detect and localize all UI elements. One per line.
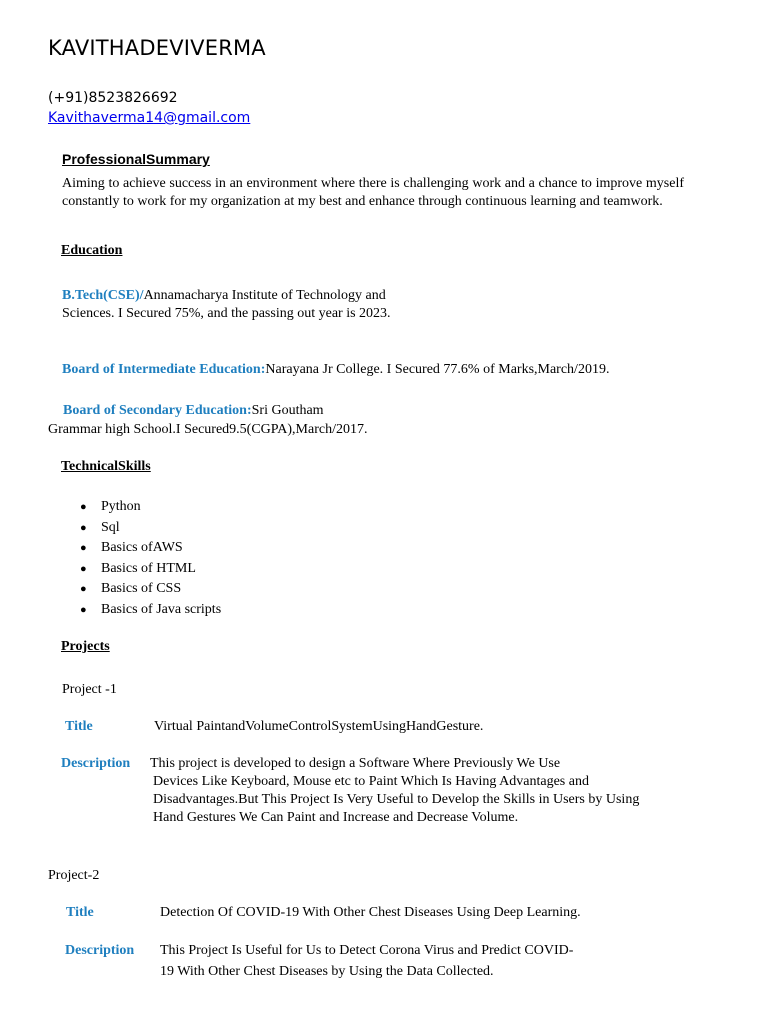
education-secondary [63,402,324,420]
skill-label: Basics of HTML [101,560,196,576]
intermediate-label: Board of Intermediate Education: [62,362,266,377]
project2-title-label: Title [66,905,94,920]
intermediate-text: Narayana Jr College. I Secured 77.6% of Marks,March/2019. [265,362,610,377]
summary-text: Aiming to achieve success in an environment where there is challenging work and a chance to improve myself constantly to work for my organization at my best and enhance through continuous learning and teamwork. [62,176,684,209]
skill-label: Basics of CSS [101,581,182,597]
education-heading: Education [61,243,123,258]
phone-number: (+91)8523826692 [48,90,178,106]
project1-title-label: Title [65,719,93,734]
list-item [80,580,221,601]
secondary-text-line1: Sri Goutham [251,403,324,418]
project1-number: Project -1 [62,682,117,697]
bullet-icon: ● [80,521,87,534]
education-intermediate [62,361,609,379]
skill-label: Sql [101,519,120,535]
bullet-icon: ● [80,603,87,616]
candidate-name: KAVITHADEVIVERMA [48,36,266,60]
project2-desc-line1: This Project Is Useful for Us to Detect Corona Virus and Predict COVID- [160,943,574,958]
email-link[interactable]: Kavithaverma14@gmail.com [48,110,251,126]
project2-title: Detection Of COVID-19 With Other Chest Diseases Using Deep Learning. [160,905,581,920]
skills-list [80,498,221,622]
project1-desc-label: Description [61,756,131,771]
education-btech [62,287,397,323]
secondary-text-line2: Grammar high School.I Secured9.5(CGPA),March/2017. [48,422,368,437]
skills-heading: TechnicalSkills [61,459,151,474]
project1-desc-line1: This project is developed to design a Software Where Previously We Use [150,756,561,771]
list-item [80,560,221,581]
list-item [80,601,221,622]
bullet-icon: ● [80,501,87,513]
list-item [80,539,221,560]
projects-heading: Projects [61,639,110,654]
btech-text: Annamacharya Institute of Technology and Sciences. I Secured 75%, and the passing out year is 2023. [62,288,391,321]
project1-title: Virtual PaintandVolumeControlSystemUsingHandGesture. [154,719,484,734]
project2-number: Project-2 [48,868,100,883]
project2-desc-label: Description [65,943,135,958]
summary-heading: ProfessionalSummary [62,151,210,167]
skill-label: Python [101,499,141,514]
project1-desc-rest: Devices Like Keyboard, Mouse etc to Paint Which Is Having Advantages and Disadvantages.But This Project Is Very Useful to Develop the Skills in Users by Using Hand Gestures We Can Paint and Increase and Decrease Volume. [153,774,640,825]
secondary-label: Board of Secondary Education: [63,403,252,418]
skill-label: Basics of Java scripts [101,601,222,617]
bullet-icon: ● [80,583,87,596]
list-item [80,519,221,540]
project2-desc-line2: 19 With Other Chest Diseases by Using the Data Collected. [160,964,494,979]
skill-label: Basics ofAWS [101,540,183,556]
btech-label: B.Tech(CSE)/ [62,288,144,303]
bullet-icon: ● [80,562,87,575]
bullet-icon: ● [80,542,87,555]
list-item [80,498,221,519]
